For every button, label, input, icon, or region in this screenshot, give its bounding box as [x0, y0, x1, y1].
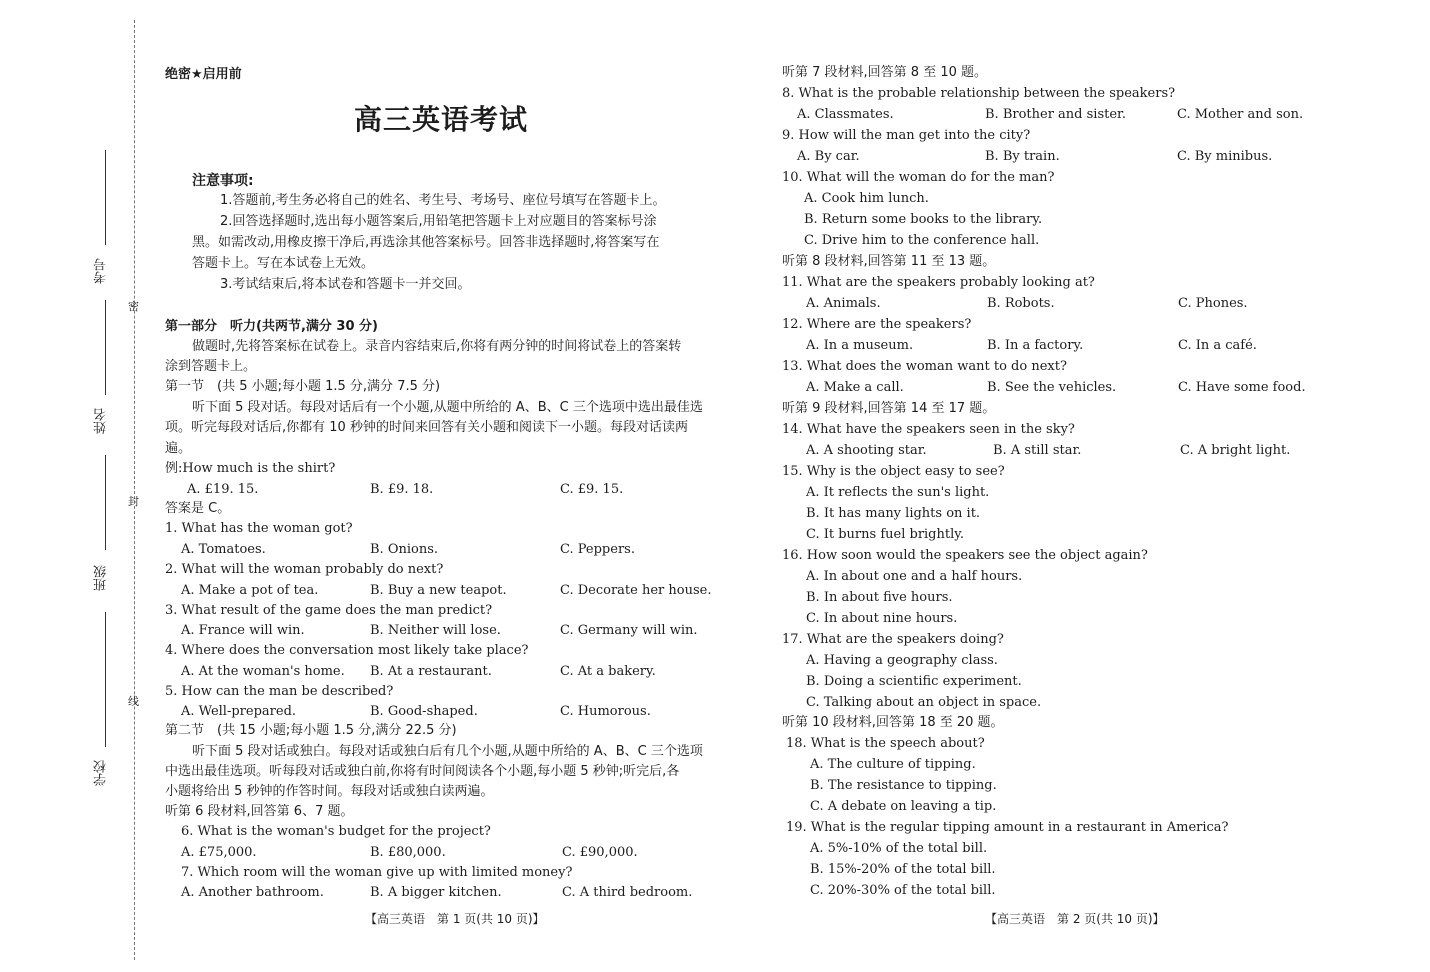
- question-15: 15. Why is the object easy to see?: [782, 464, 1005, 479]
- option-a: A. In a museum.: [806, 338, 914, 353]
- option-c: C. Humorous.: [560, 704, 651, 719]
- option-c: C. Decorate her house.: [560, 583, 712, 598]
- section-two-heading: 第二节 (共 15 小题;每小题 1.5 分,满分 22.5 分): [165, 723, 457, 738]
- option-a: A. In about one and a half hours.: [806, 569, 1023, 584]
- question-9: 9. How will the man get into the city?: [782, 128, 1031, 143]
- option-b: B. Return some books to the library.: [804, 212, 1043, 227]
- question-17: 17. What are the speakers doing?: [782, 632, 1004, 647]
- instruction-line: 做题时,先将答案标在试卷上。录音内容结束后,你将有两分钟的时间将试卷上的答案转: [192, 339, 682, 354]
- option-a: A. Tomatoes.: [181, 542, 266, 557]
- instruction-line: 小题将给出 5 秒钟的作答时间。每段对话或独白读两遍。: [165, 784, 494, 799]
- material-7-heading: 听第 7 段材料,回答第 8 至 10 题。: [782, 65, 988, 80]
- option-a: A. France will win.: [181, 623, 305, 638]
- question-4: 4. Where does the conversation most likely take place?: [165, 643, 529, 658]
- option-a: A. Well-prepared.: [181, 704, 297, 719]
- question-7: 7. Which room will the woman give up with limited money?: [181, 865, 573, 880]
- notice-heading: 注意事项:: [192, 173, 254, 189]
- option-b: B. £9. 18.: [370, 482, 434, 497]
- option-b: B. In a factory.: [987, 338, 1084, 353]
- question-3: 3. What result of the game does the man predict?: [165, 603, 493, 618]
- material-6-heading: 听第 6 段材料,回答第 6、7 题。: [165, 804, 354, 819]
- option-c: C. Mother and son.: [1177, 107, 1304, 122]
- option-c: C. In about nine hours.: [806, 611, 958, 626]
- option-c: C. £90,000.: [562, 845, 638, 860]
- notice-line-2: 2.回答选择题时,选出每小题答案后,用铅笔把答题卡上对应题目的答案标号涂: [220, 214, 657, 229]
- option-c: C. At a bakery.: [560, 664, 656, 679]
- question-11: 11. What are the speakers probably looking at?: [782, 275, 1095, 290]
- option-c: C. In a café.: [1178, 338, 1257, 353]
- school-label: 学校: [94, 760, 109, 786]
- option-a: A. Animals.: [806, 296, 881, 311]
- option-a: A. Make a pot of tea.: [181, 583, 319, 598]
- option-c: C. Phones.: [1178, 296, 1248, 311]
- confidential-mark: 绝密★启用前: [165, 67, 242, 82]
- option-a: A. It reflects the sun's light.: [806, 485, 990, 500]
- school-blank: [105, 612, 106, 747]
- option-b: B. By train.: [985, 149, 1060, 164]
- question-10: 10. What will the woman do for the man?: [782, 170, 1055, 185]
- option-c: C. It burns fuel brightly.: [806, 527, 965, 542]
- question-16: 16. How soon would the speakers see the object again?: [782, 548, 1148, 563]
- option-b: B. Robots.: [987, 296, 1055, 311]
- question-18: 18. What is the speech about?: [786, 736, 985, 751]
- option-b: B. A bigger kitchen.: [370, 885, 502, 900]
- option-b: B. Good-shaped.: [370, 704, 478, 719]
- question-8: 8. What is the probable relationship between the speakers?: [782, 86, 1176, 101]
- material-10-heading: 听第 10 段材料,回答第 18 至 20 题。: [782, 715, 1004, 730]
- notice-line-1: 1.答题前,考生务必将自己的姓名、考生号、考场号、座位号填写在答题卡上。: [220, 193, 666, 208]
- part-one-heading: 第一部分 听力(共两节,满分 30 分): [165, 319, 378, 334]
- option-c: C. 20%-30% of the total bill.: [810, 883, 996, 898]
- binding-dashed-line: [134, 20, 135, 960]
- option-c: C. Germany will win.: [560, 623, 698, 638]
- option-a: A. 5%-10% of the total bill.: [810, 841, 988, 856]
- option-a: A. Having a geography class.: [806, 653, 998, 668]
- question-12: 12. Where are the speakers?: [782, 317, 972, 332]
- option-a: A. £19. 15.: [187, 482, 259, 497]
- option-a: A. A shooting star.: [806, 443, 927, 458]
- material-9-heading: 听第 9 段材料,回答第 14 至 17 题。: [782, 401, 996, 416]
- option-b: B. Brother and sister.: [985, 107, 1126, 122]
- option-a: A. By car.: [797, 149, 860, 164]
- option-a: A. At the woman's home.: [181, 664, 345, 679]
- question-5: 5. How can the man be described?: [165, 684, 394, 699]
- option-b: B. At a restaurant.: [370, 664, 492, 679]
- option-b: B. Doing a scientific experiment.: [806, 674, 1022, 689]
- notice-line-3: 黑。如需改动,用橡皮擦干净后,再选涂其他答案标号。回答非选择题时,将答案写在: [192, 235, 660, 250]
- binding-margin: [100, 0, 160, 972]
- option-c: C. Talking about an object in space.: [806, 695, 1042, 710]
- page-footer-left: 【高三英语 第 1 页(共 10 页)】: [365, 912, 545, 926]
- option-a: A. Another bathroom.: [181, 885, 324, 900]
- name-label: 姓名: [94, 408, 109, 434]
- option-c: C. By minibus.: [1177, 149, 1273, 164]
- instruction-line: 听下面 5 段对话或独白。每段对话或独白后有几个小题,从题中所给的 A、B、C 三个选项: [192, 744, 703, 759]
- name-blank: [105, 300, 106, 395]
- question-13: 13. What does the woman want to do next?: [782, 359, 1067, 374]
- instruction-line: 项。听完每段对话后,你都有 10 秒钟的时间来回答有关小题和阅读下一小题。每段对话读两: [165, 420, 688, 435]
- question-19: 19. What is the regular tipping amount in a restaurant in America?: [786, 820, 1229, 835]
- option-c: C. A third bedroom.: [562, 885, 693, 900]
- option-c: C. Have some food.: [1178, 380, 1306, 395]
- option-c: C. Peppers.: [560, 542, 635, 557]
- option-c: C. Drive him to the conference hall.: [804, 233, 1040, 248]
- seal-char-xian: 线: [128, 695, 139, 708]
- option-b: B. Buy a new teapot.: [370, 583, 507, 598]
- instruction-line: 涂到答题卡上。: [165, 359, 257, 374]
- material-8-heading: 听第 8 段材料,回答第 11 至 13 题。: [782, 254, 996, 269]
- option-b: B. The resistance to tipping.: [810, 778, 997, 793]
- class-label: 班级: [94, 565, 109, 591]
- page-footer-right: 【高三英语 第 2 页(共 10 页)】: [985, 912, 1165, 926]
- option-b: B. £80,000.: [370, 845, 446, 860]
- option-b: B. Neither will lose.: [370, 623, 501, 638]
- option-c: C. A bright light.: [1180, 443, 1291, 458]
- option-b: B. A still star.: [993, 443, 1082, 458]
- option-b: B. Onions.: [370, 542, 439, 557]
- option-a: A. Classmates.: [797, 107, 894, 122]
- section-one-heading: 第一节 (共 5 小题;每小题 1.5 分,满分 7.5 分): [165, 379, 441, 394]
- class-blank: [105, 455, 106, 550]
- option-b: B. 15%-20% of the total bill.: [810, 862, 996, 877]
- example-question: 例:How much is the shirt?: [165, 461, 336, 476]
- option-a: A. Make a call.: [806, 380, 904, 395]
- instruction-line: 遍。: [165, 441, 192, 456]
- option-a: A. £75,000.: [181, 845, 257, 860]
- option-b: B. See the vehicles.: [987, 380, 1117, 395]
- question-14: 14. What have the speakers seen in the sky?: [782, 422, 1075, 437]
- option-c: C. A debate on leaving a tip.: [810, 799, 997, 814]
- seal-char-mi: 密: [128, 300, 139, 313]
- question-1: 1. What has the woman got?: [165, 521, 353, 536]
- question-2: 2. What will the woman probably do next?: [165, 562, 444, 577]
- question-6: 6. What is the woman's budget for the project?: [181, 824, 491, 839]
- notice-line-5: 3.考试结束后,将本试卷和答题卡一并交回。: [220, 277, 471, 292]
- option-a: A. The culture of tipping.: [810, 757, 976, 772]
- instruction-line: 中选出最佳选项。听每段对话或独白前,你将有时间阅读各个小题,每小题 5 秒钟;听完后,各: [165, 764, 680, 779]
- option-c: C. £9. 15.: [560, 482, 624, 497]
- seal-char-feng: 封: [128, 495, 139, 508]
- instruction-line: 听下面 5 段对话。每段对话后有一个小题,从题中所给的 A、B、C 三个选项中选出最佳选: [192, 400, 703, 415]
- option-b: B. In about five hours.: [806, 590, 953, 605]
- option-b: B. It has many lights on it.: [806, 506, 981, 521]
- option-a: A. Cook him lunch.: [804, 191, 929, 206]
- example-answer: 答案是 C。: [165, 501, 231, 516]
- exam-number-blank: [105, 150, 106, 245]
- exam-number-label: 考号: [94, 258, 109, 284]
- notice-line-4: 答题卡上。写在本试卷上无效。: [192, 256, 375, 271]
- exam-title: 高三英语考试: [354, 103, 529, 136]
